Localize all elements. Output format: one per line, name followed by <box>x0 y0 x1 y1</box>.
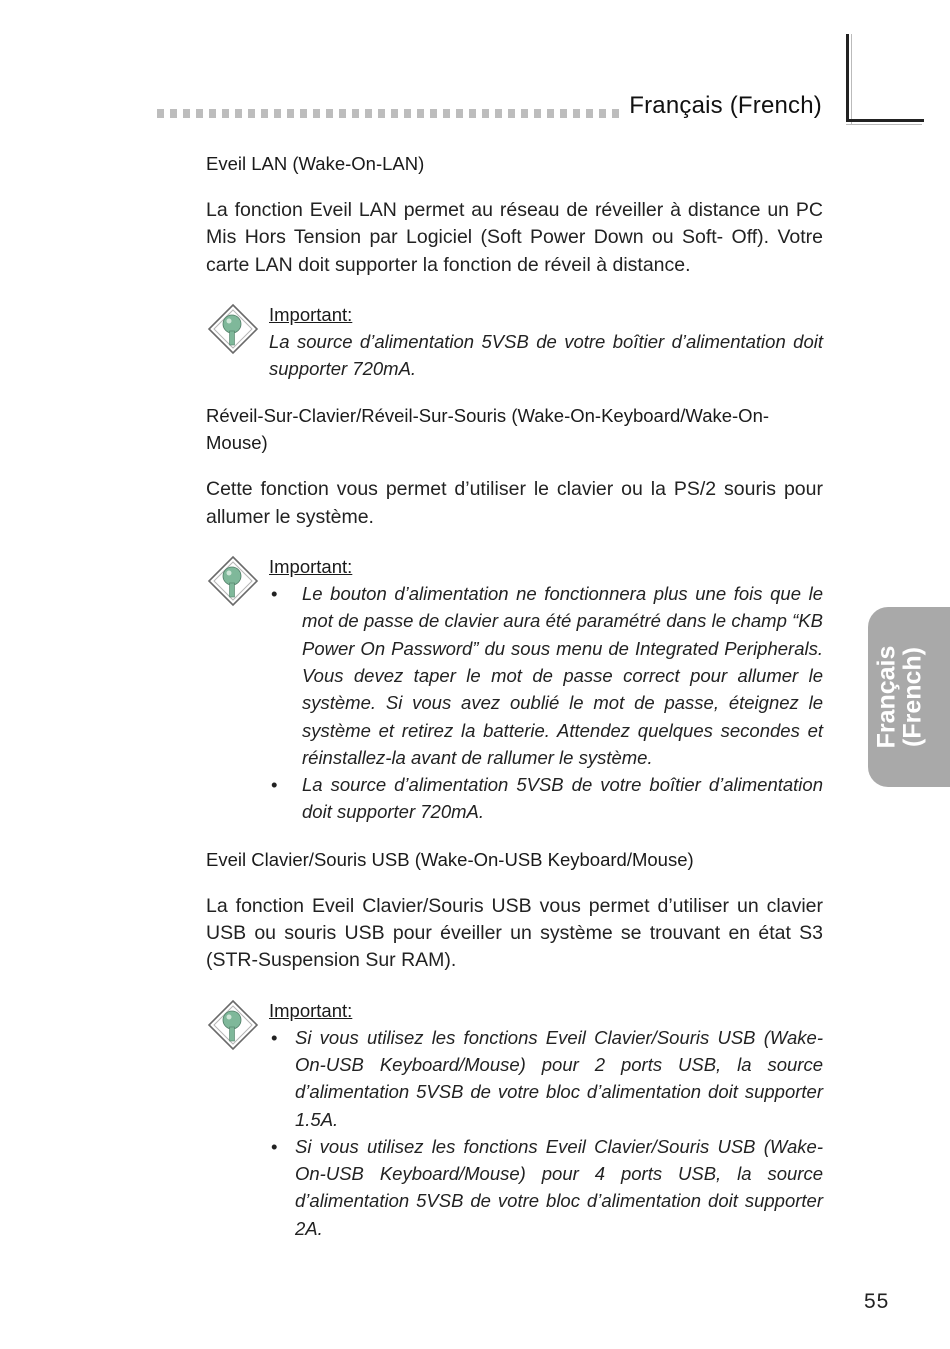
important-note <box>206 997 823 1242</box>
section-body-wake-on-keyboard: Cette fonction vous permet d’utiliser le clavier ou la PS/2 souris pour allumer le système. <box>206 478 823 528</box>
header-dots <box>157 109 619 118</box>
section-title-wake-on-keyboard: Réveil-Sur-Clavier/Réveil-Sur-Souris (Wake-On-Keyboard/Wake-On-Mouse) <box>206 405 770 454</box>
bullet-icon: • <box>271 1026 278 1048</box>
important-note <box>206 553 823 826</box>
side-tab-label <box>873 646 925 749</box>
list-item-text: La source d’alimentation 5VSB de votre boîtier d’alimentation doit supporter 720mA. <box>302 774 823 823</box>
corner-mark-vertical <box>846 34 849 122</box>
language-side-tab <box>868 607 950 787</box>
list-item-text: Le bouton d’alimentation ne fonctionnera plus une fois que le mot de passe de clavier aura été paramétré dans le champ “KB Power On Password” du sous menu de Integrated Peripherals. Vous devez taper le mot de passe correct pour allumer le système. Si vous avez oublié le mot de passe, éteignez le système et retirez la batterie. Attendez quelques secondes et réinstallez-la avant de rallumer le système. <box>302 583 823 768</box>
side-tab-line2: (French) <box>898 647 927 747</box>
list-item <box>269 771 823 826</box>
important-label: Important: <box>269 303 353 325</box>
section-title-wake-on-lan: Eveil LAN (Wake-On-LAN) <box>206 153 425 174</box>
tip-pin-icon <box>207 303 259 355</box>
bullet-icon: • <box>271 774 278 796</box>
side-tab-line1: Français <box>872 645 901 749</box>
list-item-text: Si vous utilisez les fonctions Eveil Clavier/Souris USB (Wake-On-USB Keyboard/Mouse) pour 4 ports USB, la source d’alimentation 5VSB de votre bloc d’alimentation doit supporter 2A. <box>295 1135 823 1239</box>
list-item <box>269 1024 823 1133</box>
tip-pin-icon <box>207 555 259 607</box>
corner-mark-horizontal <box>846 119 924 122</box>
important-text: La source d’alimentation 5VSB de votre boîtier d’alimentation doit supporter 720mA. <box>269 330 823 380</box>
page-content <box>206 150 823 1262</box>
bullet-icon: • <box>271 1135 278 1157</box>
important-note <box>206 301 823 383</box>
header-title: Français (French) <box>629 92 822 119</box>
list-item <box>269 1133 823 1242</box>
list-item-text: Si vous utilisez les fonctions Eveil Clavier/Souris USB (Wake-On-USB Keyboard/Mouse) pour 2 ports USB, la source d’alimentation 5VSB de votre bloc d’alimentation doit supporter 1.5A. <box>295 1026 823 1130</box>
important-label: Important: <box>269 556 353 578</box>
section-body-wake-on-lan: La fonction Eveil LAN permet au réseau de réveiller à distance un PC Mis Hors Tension par Logiciel (Soft Power Down ou Soft- Off). Votre carte LAN doit supporter la fonction de réveil à distance. <box>206 199 823 276</box>
bullet-icon: • <box>271 583 278 605</box>
tip-pin-icon <box>207 999 259 1051</box>
section-body-wake-on-usb: La fonction Eveil Clavier/Souris USB vous permet d’utiliser un clavier USB ou souris USB pour éveiller un système se trouvant en état S3 (STR-Suspension Sur RAM). <box>206 894 823 972</box>
list-item <box>269 580 823 771</box>
corner-mark-vertical-shadow <box>851 34 852 124</box>
page-number: 55 <box>864 1290 890 1313</box>
corner-mark-horizontal-shadow <box>846 124 922 125</box>
important-label: Important: <box>269 999 353 1021</box>
section-title-wake-on-usb: Eveil Clavier/Souris USB (Wake-On-USB Keyboard/Mouse) <box>206 848 694 870</box>
